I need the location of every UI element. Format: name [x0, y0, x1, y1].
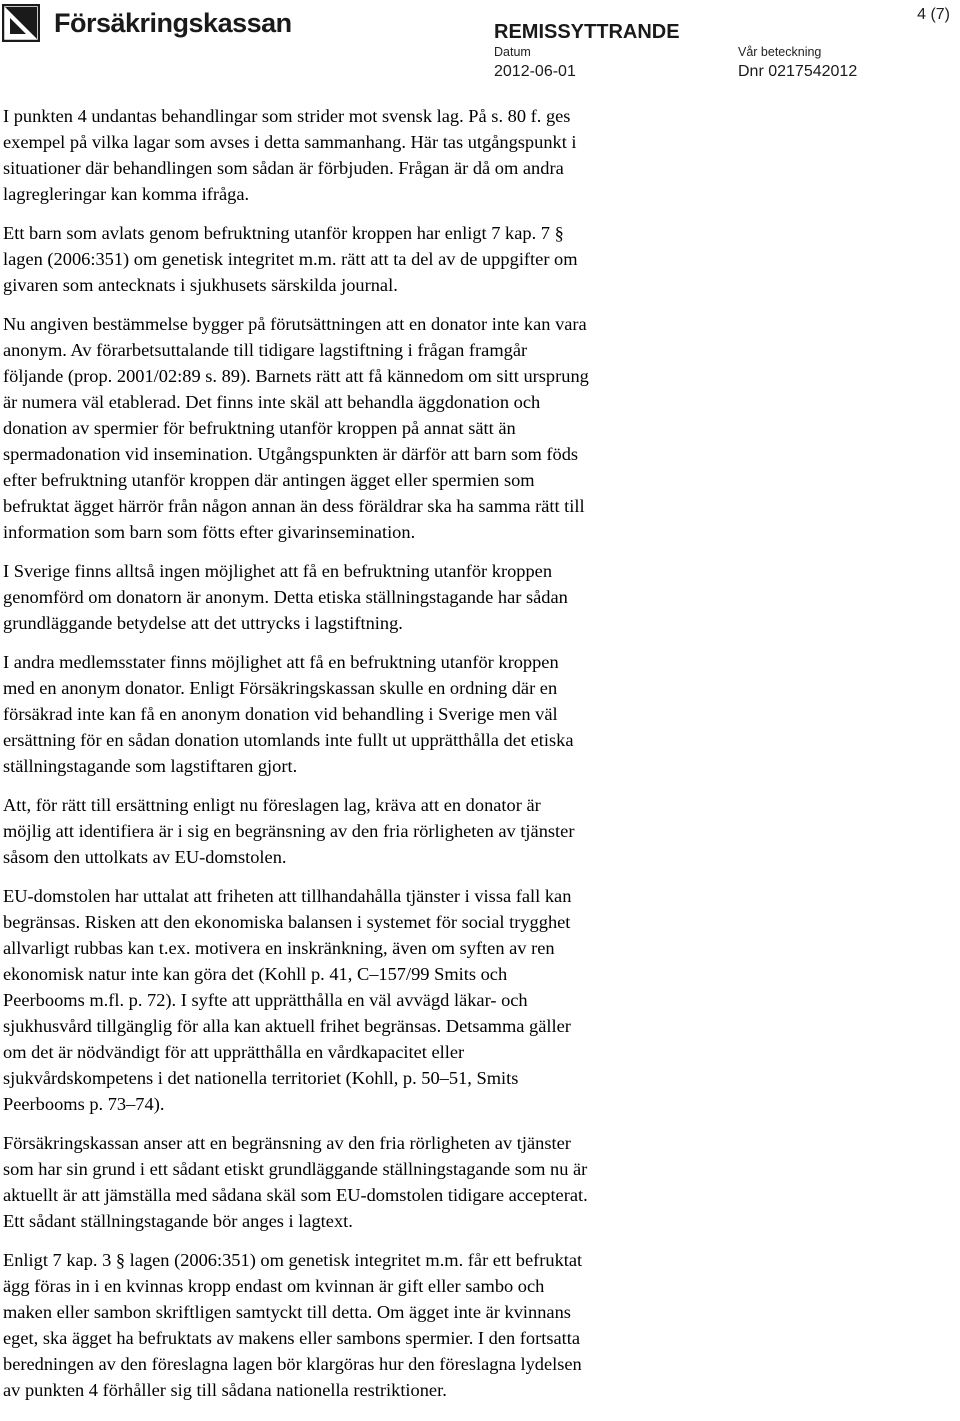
text-line: Ett sådant ställningstagande bör anges i lagtext. — [3, 1210, 353, 1231]
text-line: ägg föras in i en kvinnas kropp endast om kvinnan är gift eller sambo och — [3, 1276, 545, 1297]
text-line: ekonomisk natur inte kan göra det (Kohll p. 41, C–157/99 Smits och — [3, 964, 508, 985]
document-body — [3, 104, 951, 1417]
text-line: av punkten 4 förhåller sig till sådana nationella restriktioner. — [3, 1379, 447, 1400]
reference-value: Dnr 0217542012 — [738, 63, 858, 80]
date-label: Datum — [494, 45, 531, 59]
text-line: exempel på vilka lagar som avses i detta sammanhang. Här tas utgångspunkt i — [3, 131, 577, 152]
text-line: Enligt 7 kap. 3 § lagen (2006:351) om genetisk integritet m.m. får ett befruktat — [3, 1250, 583, 1271]
forsakringskassan-logo-icon — [2, 4, 40, 42]
page-number: 4 (7) — [917, 6, 950, 23]
text-line: lagregleringar kan komma ifråga. — [3, 183, 250, 204]
paragraph-8 — [3, 1131, 951, 1235]
logo-text: Försäkringskassan — [54, 7, 292, 38]
text-line: maken eller sambon skriftligen samtyckt till detta. Om ägget inte är kvinnans — [3, 1302, 571, 1323]
reference-label: Vår beteckning — [738, 45, 822, 59]
text-line: försäkrad inte kan få en anonym donation vid behandling i Sverige men väl — [3, 704, 558, 725]
document-type: REMISSYTTRANDE — [494, 21, 680, 43]
text-line: givaren som antecknats i sjukhusets särskilda journal. — [3, 274, 398, 295]
text-line: I andra medlemsstater finns möjlighet att få en befruktning utanför kroppen — [3, 652, 559, 673]
text-line: sjukvårdskompetens i det nationella territoriet (Kohll, p. 50–51, Smits — [3, 1067, 519, 1088]
logo — [2, 4, 292, 42]
text-line: beredningen av den föreslagna lagen bör klargöras hur den föreslagna lydelsen — [3, 1353, 582, 1374]
text-line: aktuellt är att jämställa med sådana skäl som EU-domstolen tidigare accepterat. — [3, 1184, 588, 1205]
text-line: I punkten 4 undantas behandlingar som strider mot svensk lag. På s. 80 f. ges — [3, 106, 571, 126]
text-line: med en anonym donator. Enligt Försäkringskassan skulle en ordning där en — [3, 678, 558, 699]
text-line: eget, ska ägget ha befruktats av makens eller sambons spermier. I den fortsatta — [3, 1327, 581, 1348]
text-line: såsom den uttolkats av EU-domstolen. — [3, 847, 287, 868]
text-line: ersättning för en sådan donation utomlands inte fullt ut upprätthålla det etiska — [3, 729, 574, 750]
text-line: information som barn som fötts efter givarinsemination. — [3, 521, 416, 542]
text-line: är numera väl etablerad. Det finns inte skäl att behandla äggdonation och — [3, 392, 541, 413]
text-line: anonym. Av förarbetsuttalande till tidigare lagstiftning i frågan framgår — [3, 340, 528, 361]
document-header — [0, 0, 960, 90]
text-line: befruktat ägget härrör från någon annan än dess föräldrar ska ha samma rätt till — [3, 495, 585, 516]
text-line: donation av spermier för befruktning utanför kroppen på annat sätt än — [3, 417, 516, 438]
text-line: möjlig att identifiera är i sig en begränsning av den fria rörligheten av tjänster — [3, 821, 575, 842]
paragraph-6 — [3, 793, 951, 871]
text-line: allvarligt rubbas kan t.ex. motivera en inskränkning, även om syften av ren — [3, 938, 555, 959]
text-line: spermadonation vid insemination. Utgångspunkten är därför att barn som föds — [3, 443, 579, 464]
text-line: efter befruktning utanför kroppen där antingen ägget eller spermien som — [3, 469, 535, 490]
text-line: situationer där behandlingen som sådan är förbjuden. Frågan är då om andra — [3, 157, 564, 178]
text-line: om det är nödvändigt för att upprätthålla en vårdkapacitet eller — [3, 1041, 465, 1062]
text-line: Nu angiven bestämmelse bygger på förutsättningen att en donator inte kan vara — [3, 314, 587, 335]
text-line: sjukhusvård tillgänglig för alla kan aktuell frihet begränsas. Detsamma gäller — [3, 1016, 571, 1036]
text-line: som har sin grund i ett sådant etiskt grundläggande ställningstagande som nu är — [3, 1159, 588, 1180]
text-line: Peerbooms p. 73–74). — [3, 1093, 165, 1114]
text-line: Ett barn som avlats genom befruktning utanför kroppen har enligt 7 kap. 7 § — [3, 223, 564, 244]
text-line: genomförd om donatorn är anonym. Detta etiska ställningstagande har sådan — [3, 586, 568, 607]
text-line: grundläggande betydelse att det uttrycks i lagstiftning. — [3, 612, 403, 633]
date-value: 2012-06-01 — [494, 63, 576, 80]
paragraph-2 — [3, 221, 951, 299]
paragraph-3 — [3, 312, 951, 545]
text-line: Försäkringskassan anser att en begränsning av den fria rörligheten av tjänster — [3, 1133, 571, 1154]
text-line: I Sverige finns alltså ingen möjlighet att få en befruktning utanför kroppen — [3, 561, 553, 581]
paragraph-1 — [3, 104, 951, 208]
text-line: lagen (2006:351) om genetisk integritet m.m. rätt att ta del av de uppgifter om — [3, 249, 578, 270]
text-line: Peerbooms m.fl. p. 72). I syfte att upprätthålla en väl avvägd läkar- och — [3, 990, 528, 1011]
paragraph-7 — [3, 884, 951, 1117]
text-line: följande (prop. 2001/02:89 s. 89). Barnets rätt att få kännedom om sitt ursprung — [3, 366, 589, 387]
paragraph-5 — [3, 650, 951, 780]
paragraph-9 — [3, 1248, 951, 1403]
paragraph-4 — [3, 559, 951, 637]
text-line: Att, för rätt till ersättning enligt nu föreslagen lag, kräva att en donator är — [3, 795, 541, 816]
text-line: begränsas. Risken att den ekonomiska balansen i systemet för social trygghet — [3, 912, 571, 933]
text-line: ställningstagande som lagstiftaren gjort. — [3, 755, 298, 776]
text-line: EU-domstolen har uttalat att friheten att tillhandahålla tjänster i vissa fall kan — [3, 886, 572, 907]
